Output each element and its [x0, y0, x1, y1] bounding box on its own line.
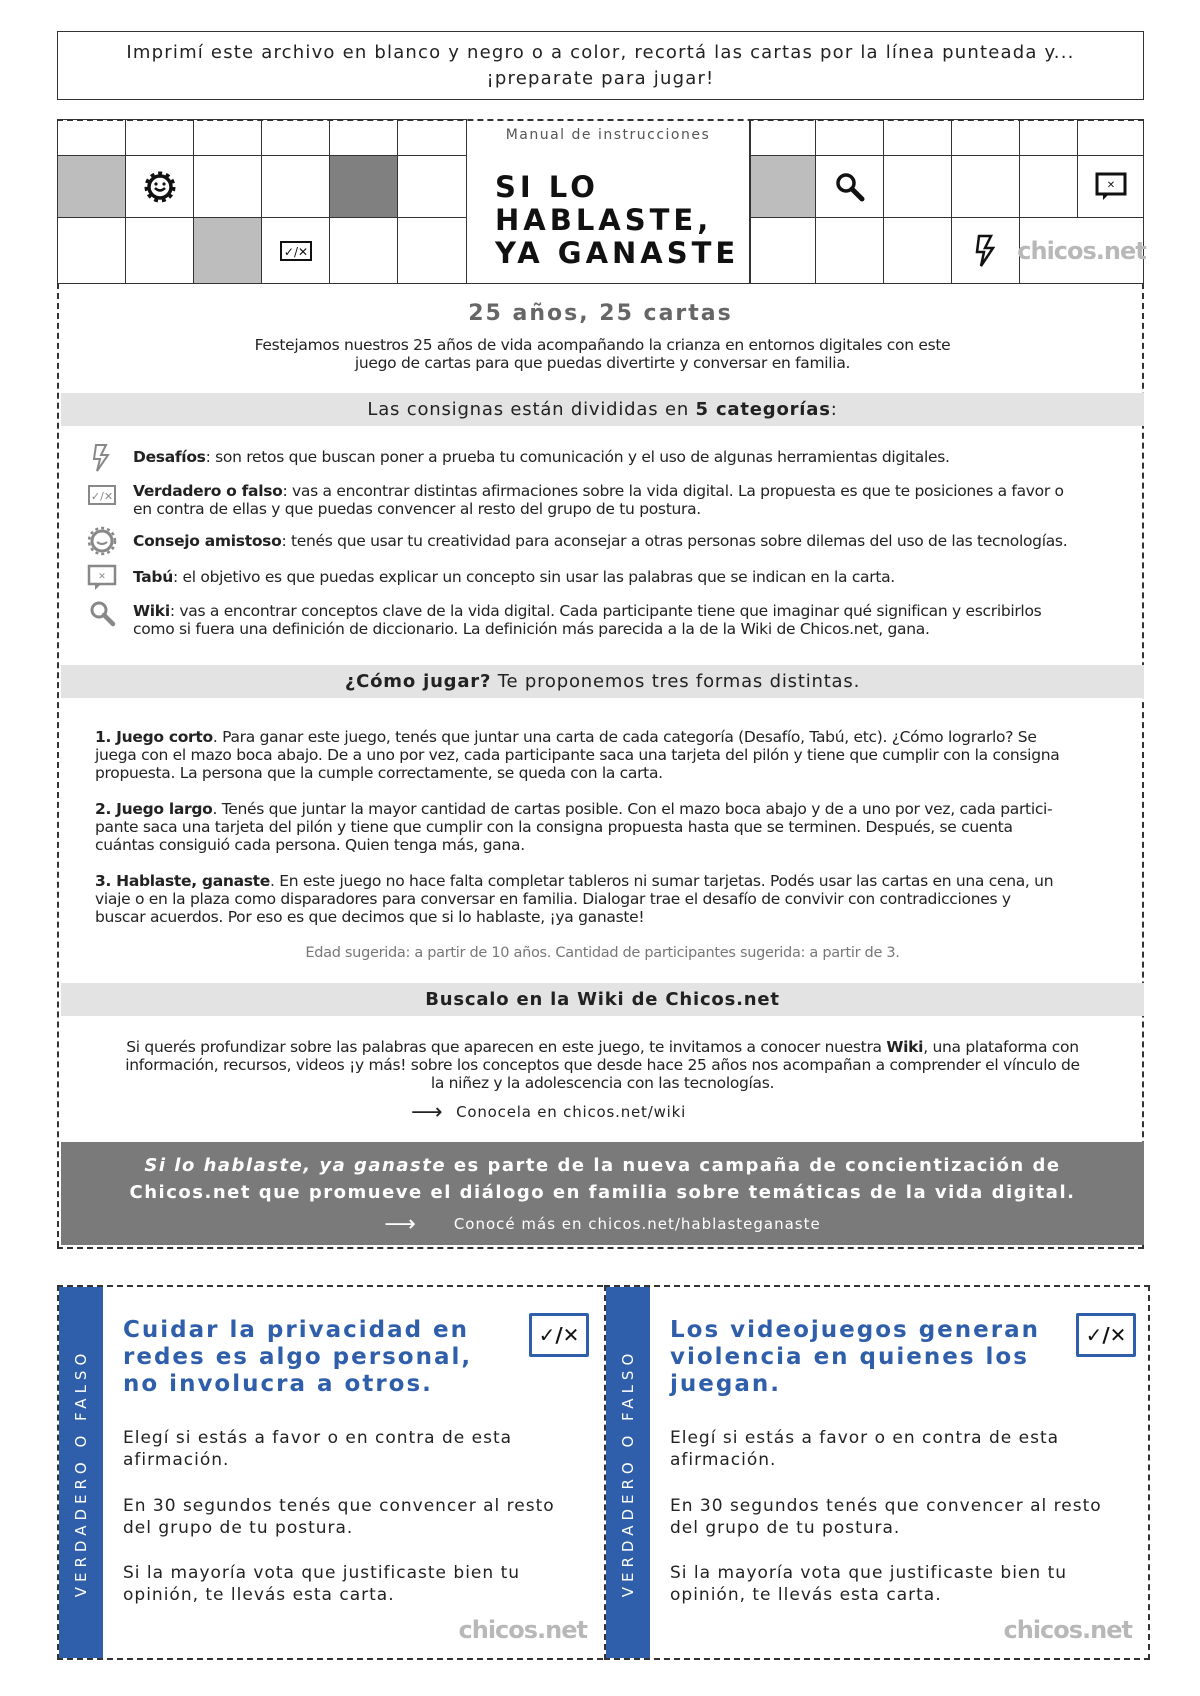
true-false-icon: ✓/✕ — [529, 1313, 589, 1357]
category-friendly-advice: Consejo amistoso: tenés que usar tu creatividad para aconsejar a otras personas sobre dilemas del uso de las tecnologías. — [133, 532, 1068, 550]
card-text-1: Elegí si estás a favor o en contra de esta afirmación. — [670, 1428, 1060, 1470]
mode-short: 1. Juego corto. Para ganar este juego, tenés que juntar una carta de cada categoría (Desafío, Tabú, etc). ¿Cómo lograrlo? Se juega con el mazo boca abajo. De a uno por vez, cada participante saca una tarjeta del pilón y tiene que cumplir con la consigna propuesta. La persona que la cumple correctamente, se queda con la carta. — [95, 728, 1060, 782]
card-title: Cuidar la privacidad en redes es algo personal, no involucra a otros. — [123, 1317, 473, 1397]
friendly-advice-icon — [87, 526, 117, 556]
intro-line-2: ¡preparate para jugar! — [486, 68, 715, 89]
category-true-false: Verdadero o falso: vas a encontrar distintas afirmaciones sobre la vida digital. La propuesta es que te posiciones a favor o en contra de ellas y que puedas convencer al resto del grupo de tu postura. — [133, 482, 1064, 518]
taboo-screen-icon — [1077, 155, 1144, 217]
gear-icon — [125, 155, 193, 217]
game-title: SI LO HABLASTE, YA GANASTE — [495, 170, 740, 270]
card-text-3: Si la mayoría vota que justificaste bien tu opinión, te llevás esta carta. — [670, 1563, 1068, 1605]
cut-line-middle — [57, 1247, 1144, 1249]
howto-band: ¿Cómo jugar? Te proponemos tres formas distintas. — [61, 665, 1144, 698]
card-videogames — [604, 1285, 1150, 1660]
anniversary-text: Festejamos nuestros 25 años de vida acompañando la crianza en entornos digitales con este juego de cartas para que puedas divertirte y conversar en familia. — [254, 336, 951, 372]
age-note: Edad sugerida: a partir de 10 años. Cantidad de participantes sugerida: a partir de 3. — [305, 945, 900, 961]
header-grid — [57, 119, 1144, 283]
svg-text:✕: ✕ — [1106, 179, 1115, 191]
title-block — [466, 119, 750, 283]
card-text-2: En 30 segundos tenés que convencer al resto del grupo de tu postura. — [670, 1496, 1102, 1538]
card-privacy — [57, 1285, 603, 1660]
mode-long: 2. Juego largo. Tenés que juntar la mayor cantidad de cartas posible. Con el mazo boca abajo y de a uno por vez, cada partici- pante saca una tarjeta del pilón y tiene que cumplir con la consigna propuesta hasta que se terminen. Después, se cuenta cuántas consiguió cada persona. Quien tenga más, gana. — [95, 800, 1053, 854]
intro-box — [57, 31, 1144, 100]
categories-band: Las consignas están divididas en 5 categorías: — [61, 393, 1144, 426]
anniversary-heading: 25 años, 25 cartas — [468, 301, 733, 326]
wiki-text: Si querés profundizar sobre las palabras que aparecen en este juego, te invitamos a conocer nuestra Wiki, una plataforma con información, recursos, videos ¡y más! sobre los conceptos que desde hace 25 años nos acompañan a comprender el vínculo de la niñez y la adolescencia con las tecnologías. — [125, 1038, 1080, 1092]
wiki-category-icon — [87, 598, 117, 628]
mode-hablaste: 3. Hablaste, ganaste. En este juego no hace falta completar tableros ni sumar tarjetas. Podés usar las cartas en una cena, un viaje o en la plaza como disparadores para conversar en familia. Dialogar trae el desafío de convivir con contradicciones y buscar acuerdos. Por eso es que decimos que si lo hablaste, ¡ya ganaste! — [95, 872, 1054, 926]
magnifier-icon — [815, 155, 883, 217]
category-wiki: Wiki: vas a encontrar conceptos clave de la vida digital. Cada participante tiene que imaginar qué significan y escribirlos como si fuera una definición de diccionario. La definición más parecida a la de la Wiki de Chicos.net, gana. — [133, 602, 1042, 638]
true-false-category-icon — [87, 480, 117, 510]
arrow-right-icon: ⟶ — [384, 1212, 414, 1237]
category-taboo: Tabú: el objetivo es que puedas explicar un concepto sin usar las palabras que se indican en la carta. — [133, 568, 895, 586]
svg-text:✓/✕: ✓/✕ — [90, 490, 114, 503]
card-logo: chicos.net — [458, 1616, 587, 1644]
wiki-band: Buscalo en la Wiki de Chicos.net — [61, 983, 1144, 1016]
cut-line-top — [57, 119, 1144, 121]
svg-text:✓/✕: ✓/✕ — [283, 244, 308, 259]
intro-line-1: Imprimí este archivo en blanco y negro o a color, recortá las cartas por la línea punteada y... — [126, 42, 1075, 63]
card-sidebar: VERDADERO O FALSO — [606, 1287, 650, 1658]
challenge-icon — [87, 443, 117, 473]
campaign-banner: Si lo hablaste, ya ganaste es parte de la nueva campaña de concientización de Chicos.net que promueve el diálogo en familia sobre temáticas de la vida digital. ⟶ Conocé más en chicos.net/hablasteganaste — [61, 1142, 1144, 1245]
arrow-right-icon: ⟶ — [411, 1100, 441, 1125]
true-false-icon: ✓/✕ — [1076, 1313, 1136, 1357]
header-logo: chicos.net — [1019, 217, 1144, 283]
card-text-3: Si la mayoría vota que justificaste bien tu opinión, te llevás esta carta. — [123, 1563, 521, 1605]
wiki-link[interactable]: ⟶ Conocela en chicos.net/wiki — [411, 1100, 687, 1125]
card-text-1: Elegí si estás a favor o en contra de esta afirmación. — [123, 1428, 513, 1470]
card-sidebar: VERDADERO O FALSO — [59, 1287, 103, 1658]
true-false-icon — [261, 217, 329, 283]
svg-text:✕: ✕ — [98, 572, 106, 582]
manual-label: Manual de instrucciones — [505, 127, 711, 143]
category-challenges: Desafíos: son retos que buscan poner a prueba tu comunicación y el uso de algunas herramientas digitales. — [133, 448, 950, 466]
taboo-category-icon — [87, 563, 117, 593]
card-logo: chicos.net — [1003, 1616, 1132, 1644]
card-title: Los videojuegos generan violencia en quienes los juegan. — [670, 1317, 1040, 1397]
card-text-2: En 30 segundos tenés que convencer al resto del grupo de tu postura. — [123, 1496, 555, 1538]
instructions-panel — [57, 283, 1144, 1247]
lightning-icon — [951, 217, 1019, 283]
campaign-link[interactable]: ⟶ Conocé más en chicos.net/hablasteganaste — [384, 1212, 821, 1237]
